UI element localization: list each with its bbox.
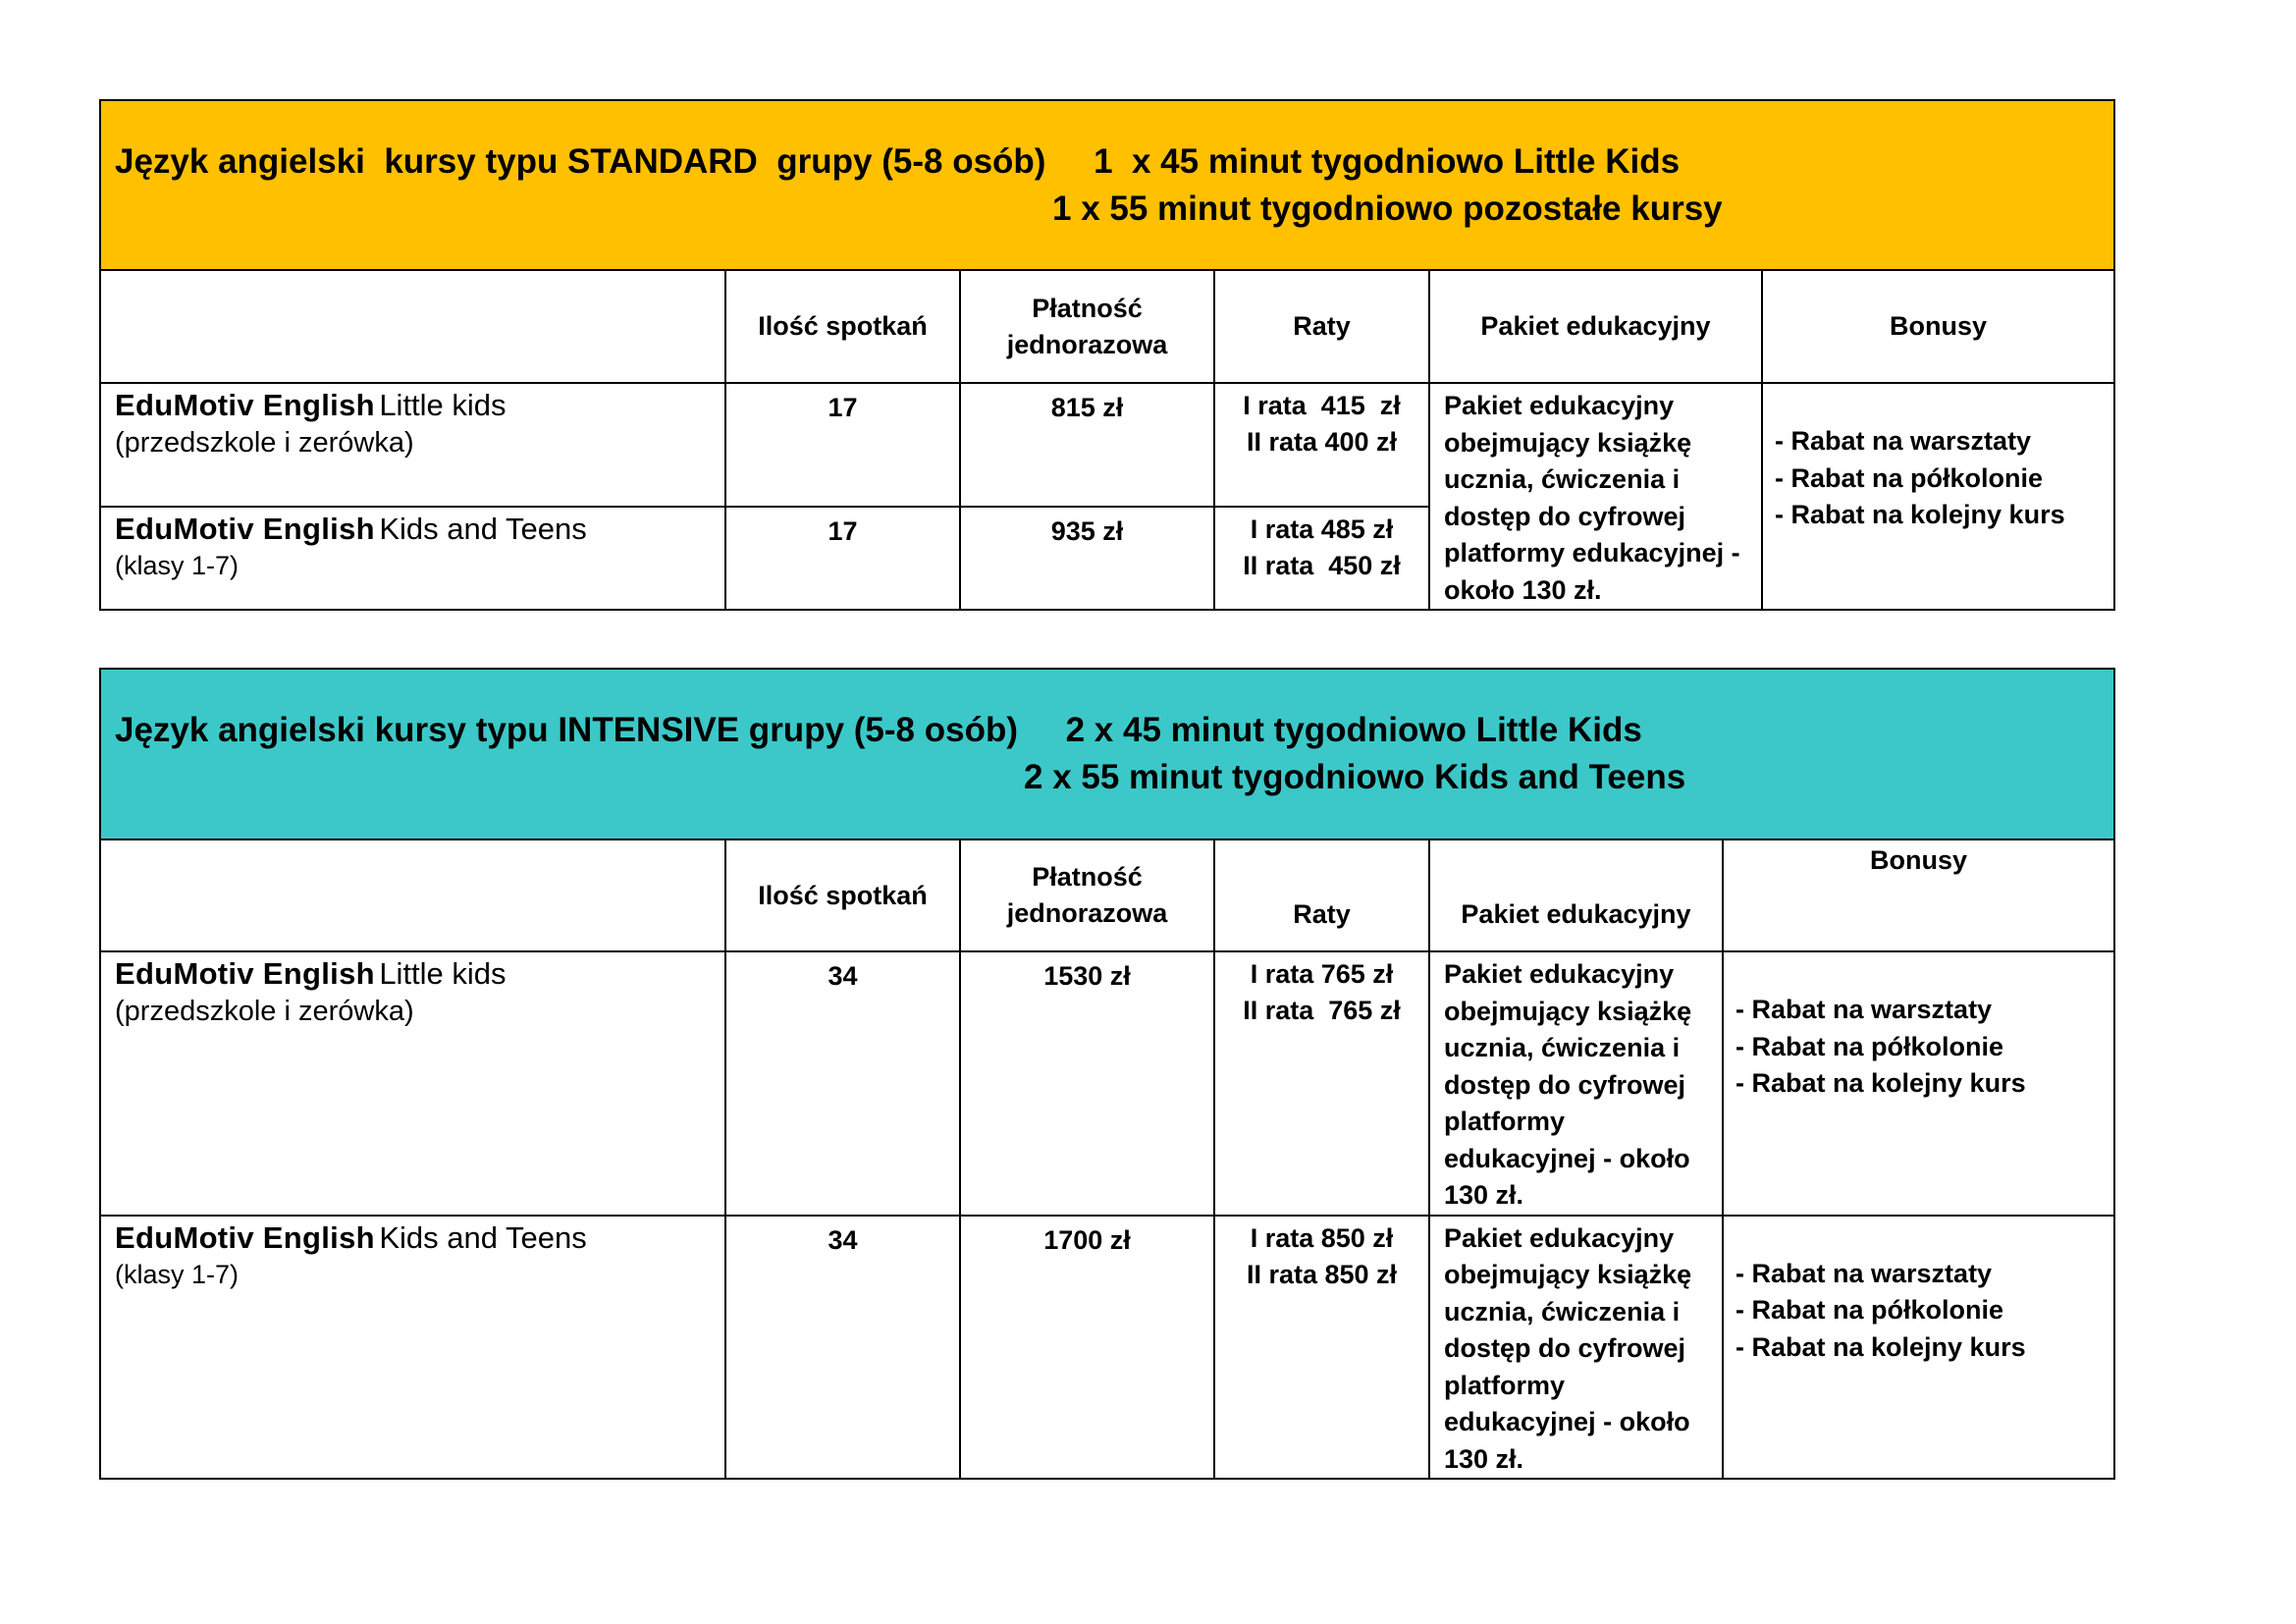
course-title: Little kids <box>379 388 507 422</box>
meetings-cell: 17 <box>725 383 960 507</box>
column-header-bonuses: Bonusy <box>1723 839 2114 951</box>
installments-cell <box>1214 383 1429 507</box>
meetings-cell: 34 <box>725 951 960 1216</box>
bonus-item: - Rabat na półkolonie <box>1735 1031 2004 1061</box>
course-subtitle: (klasy 1-7) <box>115 550 240 580</box>
bonus-item: - Rabat na kolejny kurs <box>1735 1331 2026 1362</box>
course-title: Kids and Teens <box>379 511 587 546</box>
column-header-installments: Raty <box>1214 270 1429 383</box>
intensive-price-table <box>99 668 2115 1480</box>
standard-price-table <box>99 99 2115 611</box>
course-brand: EduMotiv English <box>115 388 375 422</box>
one-time-payment-cell: 815 zł <box>960 383 1214 507</box>
column-header-meetings: Ilość spotkań <box>725 839 960 951</box>
one-time-payment-cell: 1530 zł <box>960 951 1214 1216</box>
column-header-one-time-payment: Płatność jednorazowa <box>960 270 1214 383</box>
column-header-educational-package: Pakiet edukacyjny <box>1429 839 1723 951</box>
course-subtitle: (klasy 1-7) <box>115 1259 240 1289</box>
installment-1: I rata 765 zł <box>1250 959 1394 989</box>
course-brand: EduMotiv English <box>115 956 375 991</box>
course-title: Kids and Teens <box>379 1219 587 1255</box>
column-header-bonuses: Bonusy <box>1762 270 2114 383</box>
intensive-header-line2: 2 x 55 minut tygodniowo Kids and Teens <box>1024 758 1686 796</box>
educational-package-cell: Pakiet edukacyjny obejmujący książkę ucznia, ćwiczenia i dostęp do cyfrowej platformy edukacyjnej - około 130 zł. <box>1429 1216 1723 1480</box>
course-name-cell <box>100 951 725 1216</box>
bonus-item: - Rabat na półkolonie <box>1735 1295 2004 1325</box>
bonus-item: - Rabat na warsztaty <box>1735 1258 1993 1288</box>
one-time-payment-cell: 1700 zł <box>960 1216 1214 1480</box>
educational-package-cell: Pakiet edukacyjny obejmujący książkę ucznia, ćwiczenia i dostęp do cyfrowej platformy edukacyjnej - około 130 zł. <box>1429 383 1762 610</box>
intensive-header <box>100 669 2114 839</box>
installment-1: I rata 850 zł <box>1250 1222 1394 1253</box>
bonus-item: - Rabat na kolejny kurs <box>1735 1068 2026 1098</box>
bonus-item: - Rabat na półkolonie <box>1775 462 2044 493</box>
table-row <box>100 951 2114 1216</box>
intensive-header-line1: Język angielski kursy typu INTENSIVE grupy (5-8 osób) 2 x 45 minut tygodniowo Little Kids <box>115 711 1642 749</box>
one-time-payment-cell: 935 zł <box>960 507 1214 610</box>
meetings-cell: 34 <box>725 1216 960 1480</box>
installments-cell <box>1214 951 1429 1216</box>
installments-cell <box>1214 507 1429 610</box>
bonus-item: - Rabat na warsztaty <box>1775 426 2032 456</box>
column-header-empty <box>100 270 725 383</box>
installment-2: II rata 450 zł <box>1243 550 1401 580</box>
course-name-cell <box>100 383 725 507</box>
column-header-empty <box>100 839 725 951</box>
installments-cell <box>1214 1216 1429 1480</box>
course-subtitle: (przedszkole i zerówka) <box>115 427 414 459</box>
bonuses-cell <box>1762 383 2114 610</box>
bonuses-cell <box>1723 1216 2114 1480</box>
standard-header-line1: Język angielski kursy typu STANDARD grupy (5-8 osób) 1 x 45 minut tygodniowo Little Kids <box>115 141 1681 181</box>
course-title: Little kids <box>379 956 507 991</box>
course-name-cell <box>100 507 725 610</box>
course-brand: EduMotiv English <box>115 1219 375 1255</box>
table-row <box>100 1216 2114 1480</box>
meetings-cell: 17 <box>725 507 960 610</box>
intensive-column-headers <box>100 839 2114 951</box>
standard-header-line2: 1 x 55 minut tygodniowo pozostałe kursy <box>1052 189 1723 228</box>
installment-1: I rata 485 zł <box>1250 514 1394 544</box>
column-header-meetings: Ilość spotkań <box>725 270 960 383</box>
column-header-installments: Raty <box>1214 839 1429 951</box>
installment-2: II rata 850 zł <box>1246 1259 1398 1289</box>
course-subtitle: (przedszkole i zerówka) <box>115 996 414 1027</box>
installment-2: II rata 400 zł <box>1246 427 1398 457</box>
course-brand: EduMotiv English <box>115 511 375 546</box>
column-header-educational-package: Pakiet edukacyjny <box>1429 270 1762 383</box>
table-row <box>100 383 2114 507</box>
bonus-item: - Rabat na kolejny kurs <box>1775 500 2065 529</box>
column-header-one-time-payment: Płatność jednorazowa <box>960 839 1214 951</box>
installment-1: I rata 415 zł <box>1243 391 1401 420</box>
standard-column-headers <box>100 270 2114 383</box>
standard-header <box>100 100 2114 270</box>
course-name-cell <box>100 1216 725 1480</box>
bonuses-cell <box>1723 951 2114 1216</box>
installment-2: II rata 765 zł <box>1243 996 1401 1025</box>
bonus-item: - Rabat na warsztaty <box>1735 995 1993 1024</box>
educational-package-cell: Pakiet edukacyjny obejmujący książkę ucznia, ćwiczenia i dostęp do cyfrowej platformy edukacyjnej - około 130 zł. <box>1429 951 1723 1216</box>
